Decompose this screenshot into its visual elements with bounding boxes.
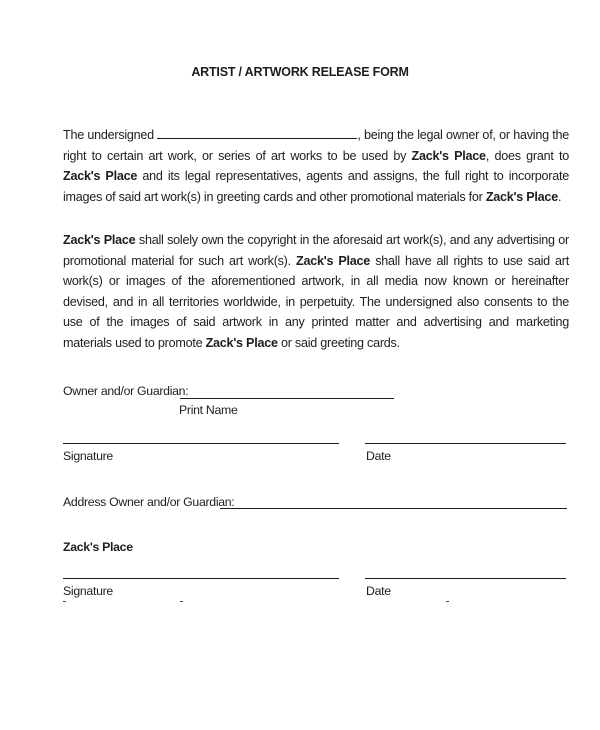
stray-mark xyxy=(63,601,66,602)
copyright-text-6: or said greeting cards. xyxy=(280,335,400,350)
form-title: ARTIST / ARTWORK RELEASE FORM xyxy=(191,65,409,79)
company-signature-line[interactable] xyxy=(63,578,339,579)
address-line[interactable] xyxy=(220,508,567,509)
undersigned-name-blank[interactable] xyxy=(157,128,357,139)
grant-text-4: , does grant to xyxy=(485,148,569,163)
company-name-bold: Zack's Place xyxy=(485,189,558,204)
stray-mark xyxy=(180,601,183,602)
company-name-bold: Zack's Place xyxy=(205,335,278,350)
grant-text-8: . xyxy=(557,189,562,204)
owner-signature-line[interactable] xyxy=(63,443,339,444)
copyright-text-4: shall have all rights to use said art work(s) or images of the aforementioned artwork, in all media now known or hereinafter devised, and in all territories worldwide, in perpetuity. The undersigned also consents to the use of the images of said artwork in any printed matter and advertising and marketing materials used to promote xyxy=(63,253,569,350)
stray-mark xyxy=(446,601,449,602)
owner-date-line[interactable] xyxy=(365,443,566,444)
grant-text-1: The undersigned xyxy=(63,128,154,142)
company-name-bold: Zack's Place xyxy=(63,169,138,183)
owner-guardian-label: Owner and/or Guardian: xyxy=(63,384,189,398)
company-label: Zack's Place xyxy=(63,540,133,554)
company-name-bold: Zack's Place xyxy=(411,148,486,163)
date-label: Date xyxy=(366,584,391,598)
grant-paragraph xyxy=(63,125,569,207)
company-name-bold: Zack's Place xyxy=(296,253,371,268)
print-name-label: Print Name xyxy=(179,403,238,417)
address-guardian-label: Address Owner and/or Guardian: xyxy=(63,495,235,509)
copyright-text-2: shall solely own the copyright in the aforesaid art work(s), and any advertising or promotional material for such art work(s). xyxy=(63,233,569,268)
company-name-bold: Zack's Place xyxy=(63,233,136,247)
grant-text-2: , being the legal owner of, or having the right to certain art work, or series of art works to be used by xyxy=(63,128,570,163)
company-date-line[interactable] xyxy=(365,578,566,579)
grant-text-6: and its legal representatives, agents and assigns, the full right to incorporate images of said art work(s) in greeting cards and other promotional materials for xyxy=(63,169,569,204)
signature-label: Signature xyxy=(63,584,113,598)
copyright-paragraph xyxy=(63,230,569,353)
owner-guardian-line[interactable] xyxy=(180,398,394,399)
date-label: Date xyxy=(366,449,391,463)
signature-label: Signature xyxy=(63,449,113,463)
